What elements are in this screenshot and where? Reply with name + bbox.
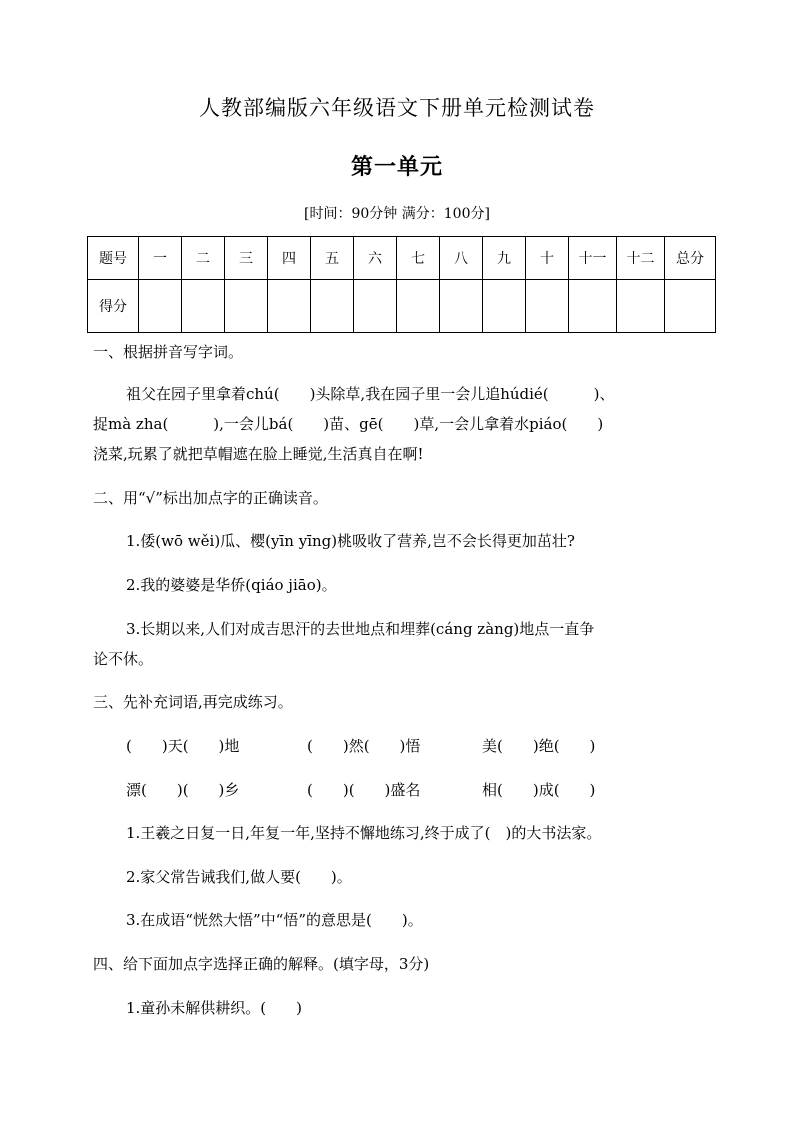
- score-cell[interactable]: [268, 280, 311, 333]
- section2-question: 1.倭(wō wěi)瓜、樱(yīn yīng)桃吸收了营养,岂不会长得更加茁壮?: [126, 532, 575, 550]
- score-table: [87, 236, 716, 333]
- score-cell[interactable]: [225, 280, 268, 333]
- score-table-score-row: [88, 280, 716, 333]
- idiom-fill-item: 漂( )( )乡: [126, 781, 240, 799]
- section4-question: 1.童孙未解供耕织。( ): [126, 999, 303, 1017]
- score-cell[interactable]: [526, 280, 569, 333]
- header-cell: 八: [440, 237, 483, 280]
- header-cell: 一: [139, 237, 182, 280]
- score-cell[interactable]: [617, 280, 665, 333]
- idiom-fill-item: ( )天( )地: [126, 737, 240, 755]
- score-table-header-row: [88, 237, 716, 280]
- header-cell: 题号: [88, 237, 139, 280]
- score-cell[interactable]: [440, 280, 483, 333]
- header-cell: 九: [483, 237, 526, 280]
- section3-question: 2.家父常告诫我们,做人要( )。: [126, 868, 352, 886]
- idiom-fill-item: ( )然( )悟: [307, 737, 421, 755]
- header-cell: 十二: [617, 237, 665, 280]
- score-cell[interactable]: [139, 280, 182, 333]
- section1-text-line: 浇菜,玩累了就把草帽遮在脸上睡觉,生活真自在啊!: [93, 445, 424, 463]
- idiom-fill-item: ( )( )盛名: [307, 781, 421, 799]
- score-cell[interactable]: [483, 280, 526, 333]
- score-cell[interactable]: [354, 280, 397, 333]
- section2-heading: 二、用“√”标出加点字的正确读音。: [93, 489, 328, 507]
- time-score-info: [时间：90分钟 满分：100分]: [304, 206, 490, 222]
- section3-heading: 三、先补充词语,再完成练习。: [93, 693, 293, 711]
- section1-text-line: 祖父在园子里拿着chú( )头除草,我在园子里一会儿追húdié( )、: [126, 385, 615, 403]
- section3-question: 1.王羲之日复一日,年复一年,坚持不懈地练习,终于成了( )的大书法家。: [126, 824, 602, 842]
- unit-title: 第一单元: [350, 154, 443, 180]
- section2-question: 2.我的婆婆是华侨(qiáo jiāo)。: [126, 576, 337, 594]
- header-cell: 二: [182, 237, 225, 280]
- score-cell[interactable]: [665, 280, 716, 333]
- header-cell: 十一: [569, 237, 617, 280]
- score-cell[interactable]: [311, 280, 354, 333]
- score-cell[interactable]: [569, 280, 617, 333]
- header-cell: 三: [225, 237, 268, 280]
- section3-question: 3.在成语“恍然大悟”中“悟”的意思是( )。: [126, 911, 423, 929]
- header-cell: 总分: [665, 237, 716, 280]
- section2-question: 3.长期以来,人们对成吉思汗的去世地点和埋葬(cáng zàng)地点一直争: [126, 620, 595, 638]
- header-cell: 六: [354, 237, 397, 280]
- idiom-fill-item: 相( )成( ): [482, 781, 596, 799]
- section1-heading: 一、根据拼音写字词。: [93, 343, 244, 361]
- section2-question-continued: 论不休。: [93, 650, 154, 668]
- section4-heading: 四、给下面加点字选择正确的解释。(填字母，3分): [93, 955, 430, 973]
- score-cell[interactable]: [397, 280, 440, 333]
- score-label-cell: 得分: [88, 280, 139, 333]
- header-cell: 十: [526, 237, 569, 280]
- score-cell[interactable]: [182, 280, 225, 333]
- idiom-fill-item: 美( )绝( ): [482, 737, 596, 755]
- section1-text-line: 捉mà zha( ),一会儿bá( )苗、gē( )草,一会儿拿着水piáo( ): [93, 415, 604, 433]
- header-cell: 四: [268, 237, 311, 280]
- exam-title: 人教部编版六年级语文下册单元检测试卷: [199, 96, 595, 120]
- header-cell: 五: [311, 237, 354, 280]
- header-cell: 七: [397, 237, 440, 280]
